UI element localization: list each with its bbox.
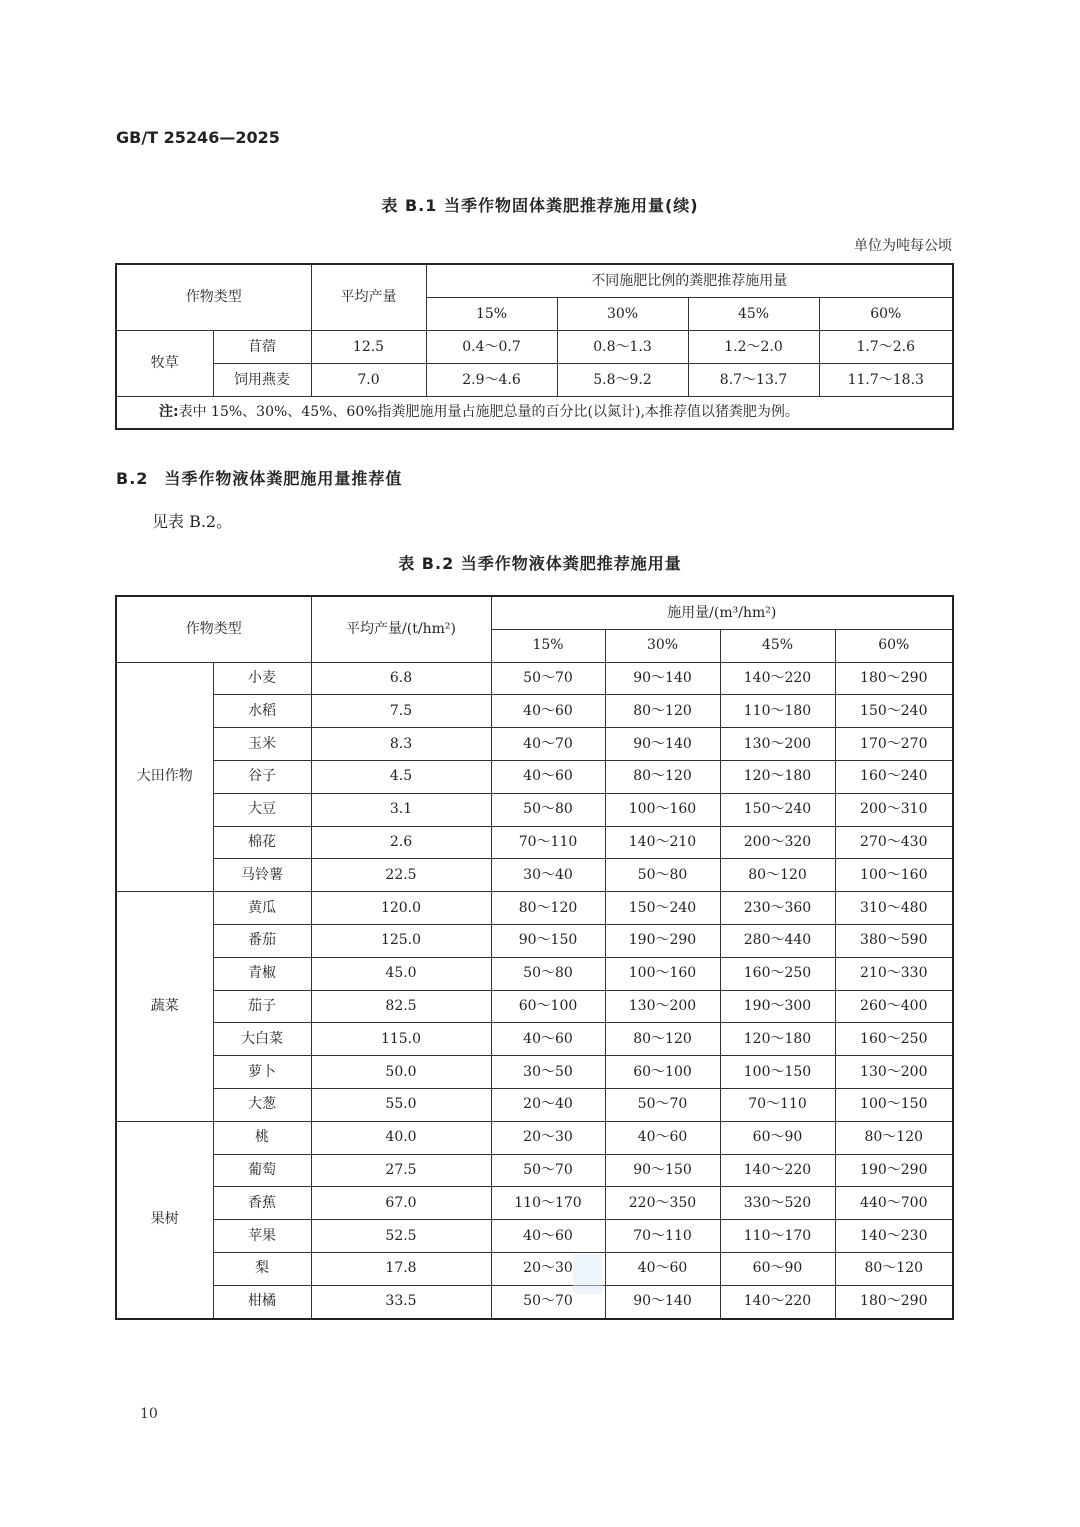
rate-cell: 50～70 xyxy=(605,1088,720,1121)
rate-cell: 140～220 xyxy=(720,1285,835,1318)
rate-cell: 330～520 xyxy=(720,1187,835,1220)
rate-cell: 210～330 xyxy=(835,957,953,990)
rate-cell: 80～120 xyxy=(605,760,720,793)
crop-name: 黄瓜 xyxy=(213,892,311,925)
table-b1 xyxy=(115,263,954,430)
rate-cell: 140～220 xyxy=(720,1154,835,1187)
table-b1-caption: 表 B.1 当季作物固体粪肥推荐施用量(续) xyxy=(381,196,699,215)
yield-cell: 50.0 xyxy=(311,1056,491,1089)
rate-cell: 230～360 xyxy=(720,892,835,925)
rate-cell: 0.4～0.7 xyxy=(426,331,557,364)
crop-name: 小麦 xyxy=(213,662,311,695)
rate-cell: 50～80 xyxy=(491,957,605,990)
table-row xyxy=(116,1154,953,1187)
rate-cell: 90～140 xyxy=(605,728,720,761)
rate-cell: 260～400 xyxy=(835,990,953,1023)
rate-cell: 70～110 xyxy=(491,826,605,859)
crop-category: 蔬菜 xyxy=(116,892,213,1122)
yield-cell: 55.0 xyxy=(311,1088,491,1121)
table-row xyxy=(116,1023,953,1056)
crop-name: 番茄 xyxy=(213,924,311,957)
rate-cell: 20～30 xyxy=(491,1252,605,1285)
table-row xyxy=(116,793,953,826)
crop-name: 梨 xyxy=(213,1252,311,1285)
crop-name: 葡萄 xyxy=(213,1154,311,1187)
table-row xyxy=(116,331,953,364)
rate-cell: 20～40 xyxy=(491,1088,605,1121)
rate-cell: 40～60 xyxy=(605,1252,720,1285)
yield-cell: 7.5 xyxy=(311,695,491,728)
t2-header-pct: 15% xyxy=(491,629,605,662)
rate-cell: 110～170 xyxy=(720,1220,835,1253)
rate-cell: 60～90 xyxy=(720,1121,835,1154)
table-row xyxy=(116,1285,953,1318)
rate-cell: 60～100 xyxy=(491,990,605,1023)
yield-cell: 27.5 xyxy=(311,1154,491,1187)
rate-cell: 110～180 xyxy=(720,695,835,728)
rate-cell: 70～110 xyxy=(605,1220,720,1253)
table-b2-caption: 表 B.2 当季作物液体粪肥推荐施用量 xyxy=(398,554,682,573)
rate-cell: 50～80 xyxy=(605,859,720,892)
yield-cell: 7.0 xyxy=(311,364,426,397)
rate-cell: 30～50 xyxy=(491,1056,605,1089)
crop-name: 茄子 xyxy=(213,990,311,1023)
yield-cell: 45.0 xyxy=(311,957,491,990)
rate-cell: 130～200 xyxy=(835,1056,953,1089)
page-number: 10 xyxy=(140,1406,158,1422)
table-row xyxy=(116,1220,953,1253)
rate-cell: 270～430 xyxy=(835,826,953,859)
rate-cell: 40～60 xyxy=(491,760,605,793)
section-paragraph: 见表 B.2。 xyxy=(152,512,233,531)
t2-header-crop: 作物类型 xyxy=(116,596,311,662)
crop-name: 马铃薯 xyxy=(213,859,311,892)
rate-cell: 100～150 xyxy=(720,1056,835,1089)
crop-name: 香蕉 xyxy=(213,1187,311,1220)
rate-cell: 160～240 xyxy=(835,760,953,793)
rate-cell: 80～120 xyxy=(605,1023,720,1056)
rate-cell: 80～120 xyxy=(605,695,720,728)
note-text: 表中 15%、30%、45%、60%指粪肥施用量占施肥总量的百分比(以氮计),本推荐值以猪粪肥为例。 xyxy=(178,404,799,421)
rate-cell: 30～40 xyxy=(491,859,605,892)
yield-cell: 67.0 xyxy=(311,1187,491,1220)
table-row xyxy=(116,1056,953,1089)
table-b1-unit: 单位为吨每公顷 xyxy=(854,238,952,254)
crop-name: 萝卜 xyxy=(213,1056,311,1089)
rate-cell: 90～150 xyxy=(491,924,605,957)
yield-cell: 6.8 xyxy=(311,662,491,695)
rate-cell: 130～200 xyxy=(605,990,720,1023)
rate-cell: 40～60 xyxy=(491,1220,605,1253)
rate-cell: 2.9～4.6 xyxy=(426,364,557,397)
table-row xyxy=(116,924,953,957)
crop-name: 桃 xyxy=(213,1121,311,1154)
rate-cell: 160～250 xyxy=(720,957,835,990)
section-heading xyxy=(116,466,402,489)
crop-name: 青椒 xyxy=(213,957,311,990)
t2-header-pct: 45% xyxy=(720,629,835,662)
standard-code: GB/T 25246—2025 xyxy=(116,128,280,147)
yield-cell: 115.0 xyxy=(311,1023,491,1056)
table-row xyxy=(116,1187,953,1220)
table-row xyxy=(116,1121,953,1154)
t2-header-group: 施用量/(m³/hm²) xyxy=(491,596,953,629)
t2-header-pct: 60% xyxy=(835,629,953,662)
rate-cell: 200～310 xyxy=(835,793,953,826)
crop-name: 棉花 xyxy=(213,826,311,859)
crop-name: 大豆 xyxy=(213,793,311,826)
rate-cell: 100～160 xyxy=(605,957,720,990)
rate-cell: 140～230 xyxy=(835,1220,953,1253)
table-note xyxy=(116,397,953,430)
crop-name: 苜蓿 xyxy=(213,331,311,364)
rate-cell: 170～270 xyxy=(835,728,953,761)
t1-header-pct: 15% xyxy=(426,298,557,331)
rate-cell: 140～210 xyxy=(605,826,720,859)
yield-cell: 52.5 xyxy=(311,1220,491,1253)
crop-name: 柑橘 xyxy=(213,1285,311,1318)
rate-cell: 40～60 xyxy=(605,1121,720,1154)
crop-name: 大白菜 xyxy=(213,1023,311,1056)
rate-cell: 80～120 xyxy=(491,892,605,925)
rate-cell: 40～70 xyxy=(491,728,605,761)
section-number: B.2 xyxy=(116,469,149,488)
rate-cell: 70～110 xyxy=(720,1088,835,1121)
rate-cell: 150～240 xyxy=(720,793,835,826)
rate-cell: 160～250 xyxy=(835,1023,953,1056)
rate-cell: 1.7～2.6 xyxy=(819,331,953,364)
crop-name: 饲用燕麦 xyxy=(213,364,311,397)
rate-cell: 190～290 xyxy=(835,1154,953,1187)
rate-cell: 11.7～18.3 xyxy=(819,364,953,397)
rate-cell: 150～240 xyxy=(835,695,953,728)
yield-cell: 125.0 xyxy=(311,924,491,957)
rate-cell: 50～80 xyxy=(491,793,605,826)
rate-cell: 280～440 xyxy=(720,924,835,957)
section-title: 当季作物液体粪肥施用量推荐值 xyxy=(164,469,403,488)
rate-cell: 190～300 xyxy=(720,990,835,1023)
table-row xyxy=(116,364,953,397)
rate-cell: 100～160 xyxy=(605,793,720,826)
rate-cell: 190～290 xyxy=(605,924,720,957)
rate-cell: 0.8～1.3 xyxy=(557,331,688,364)
rate-cell: 140～220 xyxy=(720,662,835,695)
note-label: 注: xyxy=(159,404,179,421)
t2-header-pct: 30% xyxy=(605,629,720,662)
table-row xyxy=(116,826,953,859)
crop-name: 苹果 xyxy=(213,1220,311,1253)
rate-cell: 20～30 xyxy=(491,1121,605,1154)
crop-name: 谷子 xyxy=(213,760,311,793)
table-row xyxy=(116,760,953,793)
t2-header-yield: 平均产量/(t/hm²) xyxy=(311,596,491,662)
rate-cell: 440～700 xyxy=(835,1187,953,1220)
rate-cell: 50～70 xyxy=(491,662,605,695)
rate-cell: 100～150 xyxy=(835,1088,953,1121)
t1-header-crop: 作物类型 xyxy=(116,264,311,331)
rate-cell: 80～120 xyxy=(835,1252,953,1285)
table-row xyxy=(116,1252,953,1285)
yield-cell: 4.5 xyxy=(311,760,491,793)
yield-cell: 120.0 xyxy=(311,892,491,925)
t1-category: 牧草 xyxy=(116,331,213,397)
rate-cell: 130～200 xyxy=(720,728,835,761)
rate-cell: 120～180 xyxy=(720,760,835,793)
rate-cell: 8.7～13.7 xyxy=(688,364,819,397)
rate-cell: 60～100 xyxy=(605,1056,720,1089)
table-row xyxy=(116,695,953,728)
table-row xyxy=(116,662,953,695)
t1-header-yield: 平均产量 xyxy=(311,264,426,331)
yield-cell: 33.5 xyxy=(311,1285,491,1318)
watermark-logo xyxy=(573,1254,603,1294)
table-row xyxy=(116,728,953,761)
rate-cell: 80～120 xyxy=(720,859,835,892)
rate-cell: 310～480 xyxy=(835,892,953,925)
rate-cell: 90～140 xyxy=(605,1285,720,1318)
yield-cell: 40.0 xyxy=(311,1121,491,1154)
crop-name: 水稻 xyxy=(213,695,311,728)
yield-cell: 2.6 xyxy=(311,826,491,859)
rate-cell: 50～70 xyxy=(491,1154,605,1187)
crop-name: 大葱 xyxy=(213,1088,311,1121)
table-row xyxy=(116,990,953,1023)
rate-cell: 110～170 xyxy=(491,1187,605,1220)
yield-cell: 22.5 xyxy=(311,859,491,892)
t1-header-pct: 60% xyxy=(819,298,953,331)
rate-cell: 180～290 xyxy=(835,1285,953,1318)
crop-category: 果树 xyxy=(116,1121,213,1318)
rate-cell: 120～180 xyxy=(720,1023,835,1056)
rate-cell: 40～60 xyxy=(491,695,605,728)
rate-cell: 380～590 xyxy=(835,924,953,957)
rate-cell: 90～150 xyxy=(605,1154,720,1187)
table-row xyxy=(116,1088,953,1121)
yield-cell: 3.1 xyxy=(311,793,491,826)
rate-cell: 90～140 xyxy=(605,662,720,695)
rate-cell: 80～120 xyxy=(835,1121,953,1154)
t1-header-pct: 45% xyxy=(688,298,819,331)
table-row xyxy=(116,892,953,925)
crop-name: 玉米 xyxy=(213,728,311,761)
table-row xyxy=(116,957,953,990)
yield-cell: 17.8 xyxy=(311,1252,491,1285)
crop-category: 大田作物 xyxy=(116,662,213,892)
yield-cell: 8.3 xyxy=(311,728,491,761)
rate-cell: 180～290 xyxy=(835,662,953,695)
yield-cell: 82.5 xyxy=(311,990,491,1023)
yield-cell: 12.5 xyxy=(311,331,426,364)
rate-cell: 40～60 xyxy=(491,1023,605,1056)
rate-cell: 60～90 xyxy=(720,1252,835,1285)
rate-cell: 1.2～2.0 xyxy=(688,331,819,364)
rate-cell: 150～240 xyxy=(605,892,720,925)
table-b2 xyxy=(115,595,954,1320)
rate-cell: 100～160 xyxy=(835,859,953,892)
rate-cell: 200～320 xyxy=(720,826,835,859)
t1-header-group: 不同施肥比例的粪肥推荐施用量 xyxy=(426,264,953,298)
t1-header-pct: 30% xyxy=(557,298,688,331)
rate-cell: 50～70 xyxy=(491,1285,605,1318)
rate-cell: 220～350 xyxy=(605,1187,720,1220)
table-row xyxy=(116,859,953,892)
rate-cell: 5.8～9.2 xyxy=(557,364,688,397)
